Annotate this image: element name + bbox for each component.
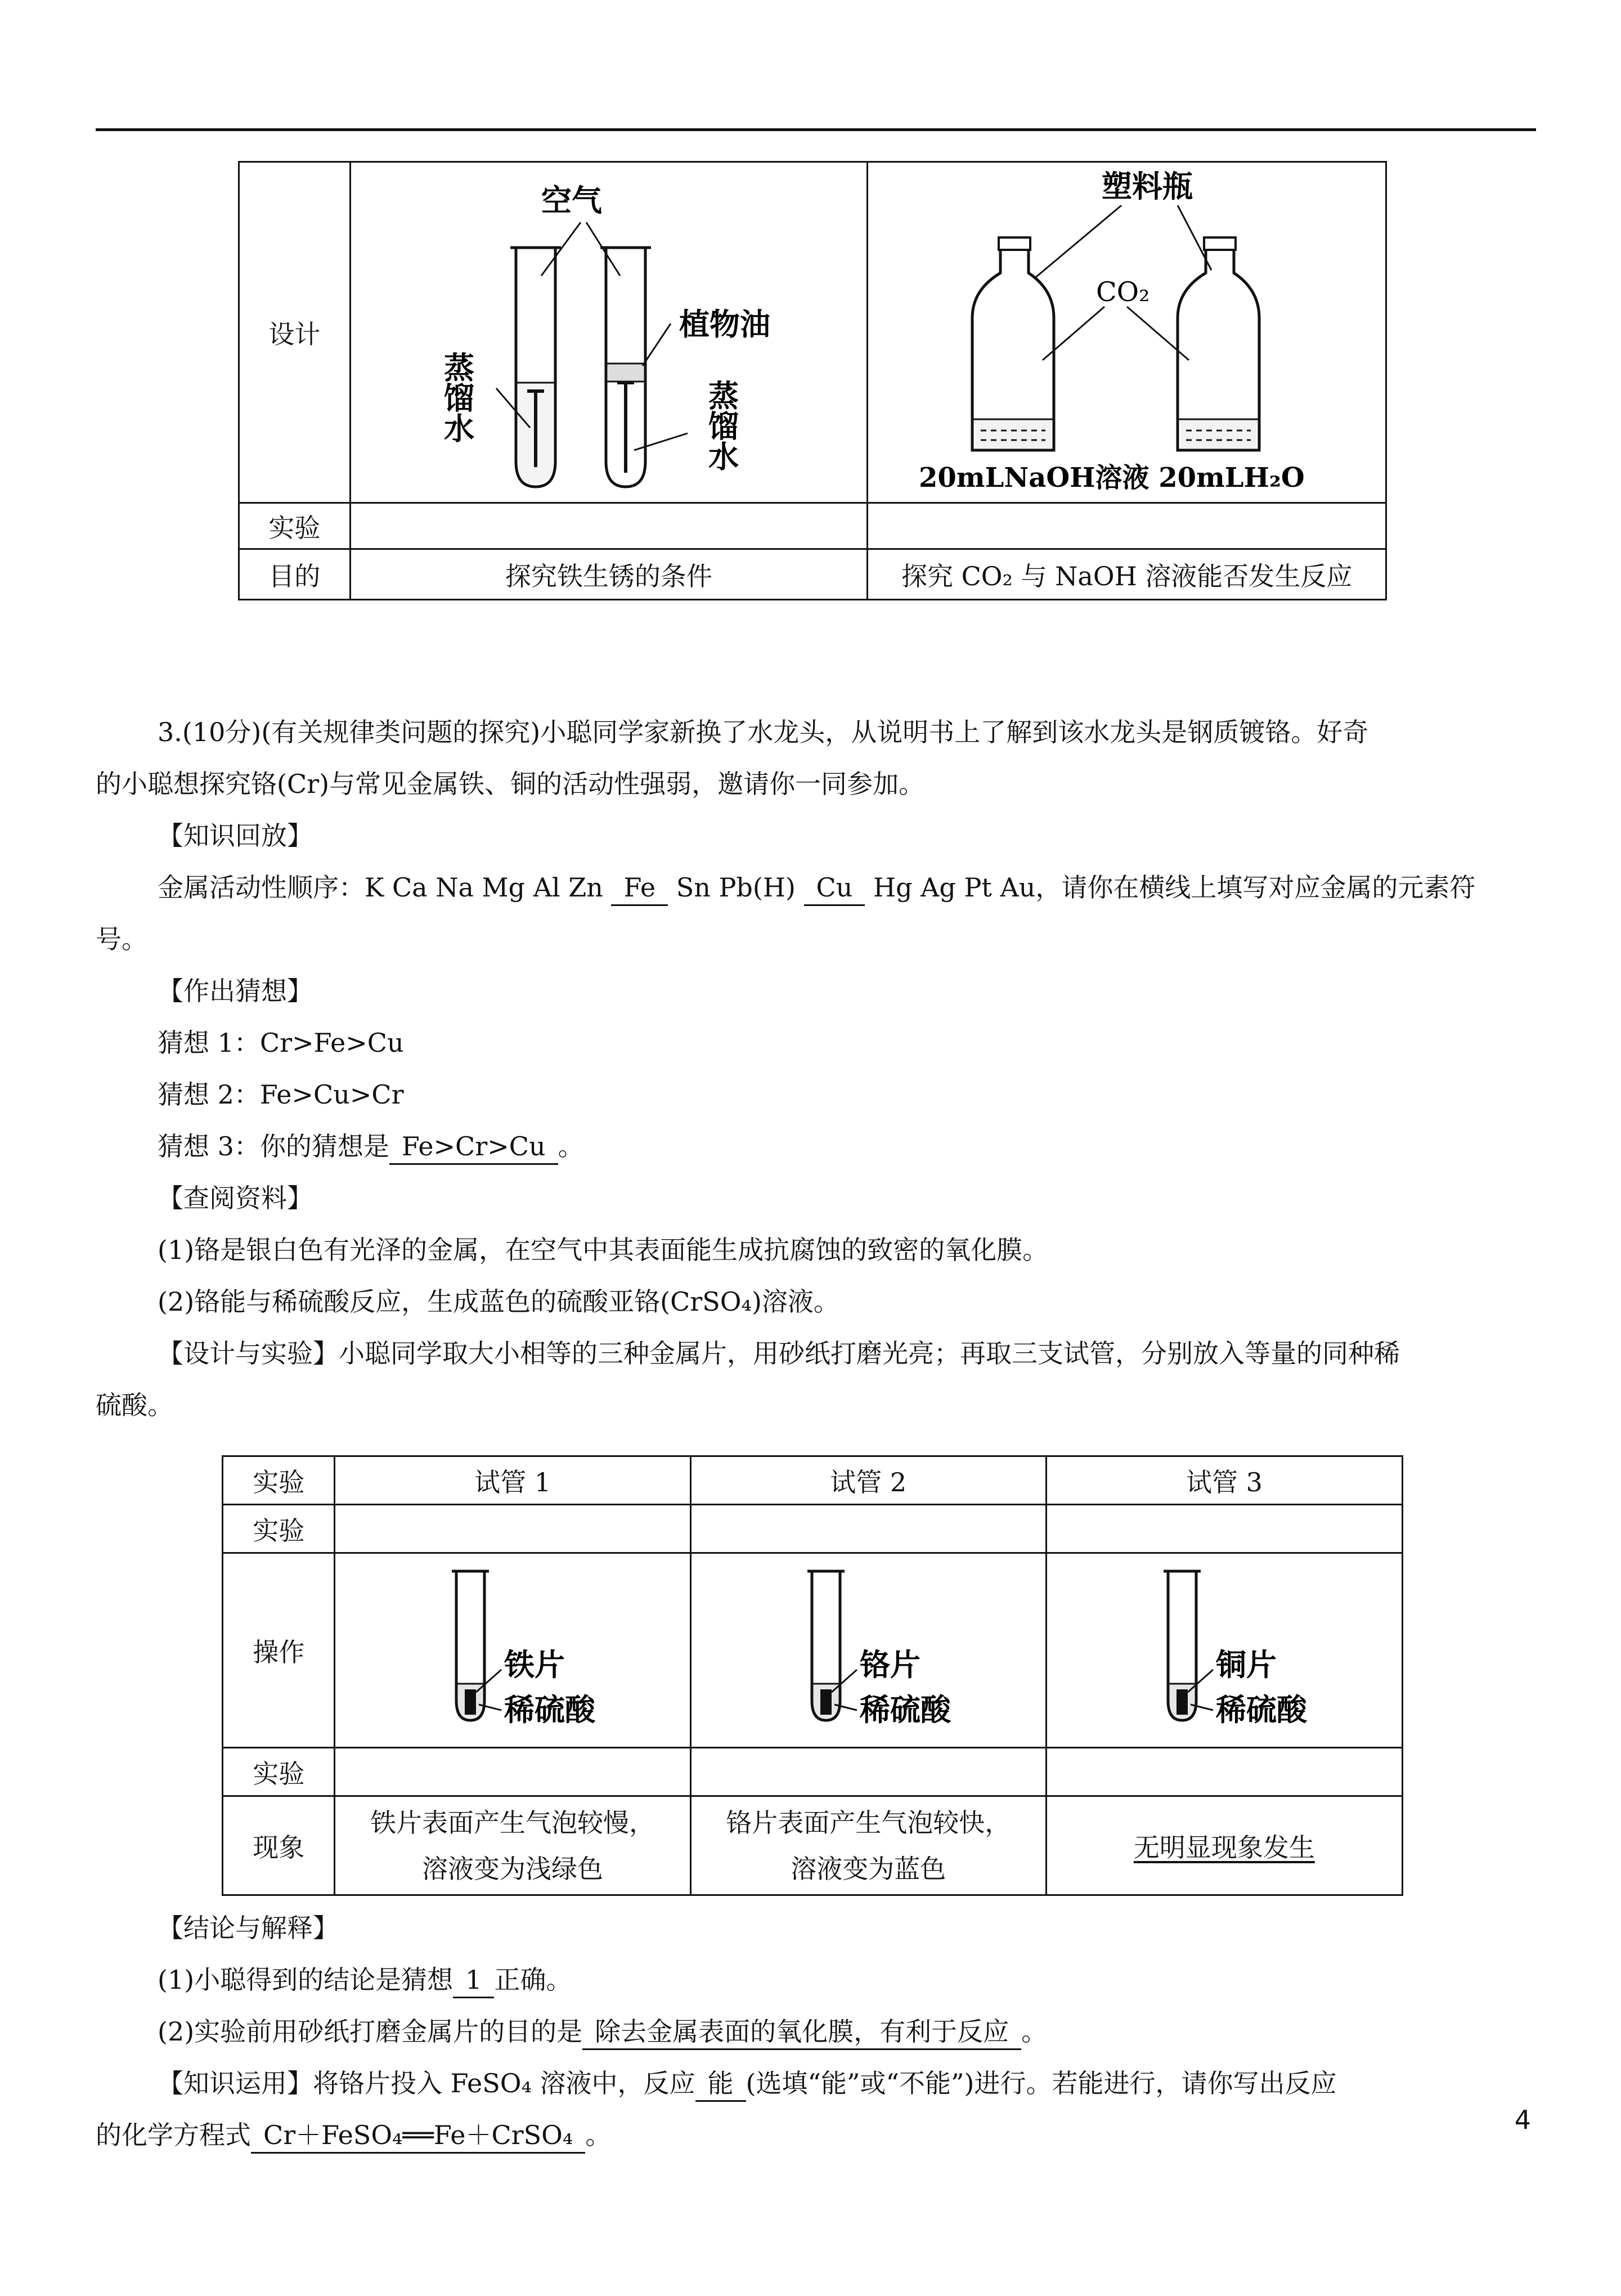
design-line1: 【设计与实验】小聪同学取大小相等的三种金属片，用砂纸打磨光亮；再取三支试管，分别放入等量的同种稀 bbox=[158, 1338, 1400, 1369]
plastic-bottles-figure bbox=[874, 163, 1380, 495]
test-tubes-rust-figure bbox=[356, 163, 862, 495]
activity-series-line: 金属活动性顺序：K Ca Na Mg Al Zn Fe Sn Pb(H) Cu Hg Ag Pt Au，请你在横线上填写对应金属的元素符 bbox=[96, 862, 1536, 913]
guess-2: 猜想 2：Fe>Cu>Cr bbox=[158, 1079, 404, 1110]
tube-2-figure bbox=[690, 1553, 1046, 1748]
label-co2: CO₂ bbox=[1095, 276, 1149, 308]
row-label-phenomenon: 现象 bbox=[223, 1796, 335, 1895]
tube-2-metal-label: 铬片 bbox=[860, 1647, 921, 1683]
q3-intro-line1: 3.(10分)(有关规律类问题的探究)小聪同学家新换了水龙头，从说明书上了解到该水龙头是钢质镀铬。好奇 bbox=[158, 717, 1369, 747]
phenomenon-tube-1: 铁片表面产生气泡较慢， 溶液变为浅绿色 bbox=[335, 1796, 690, 1895]
row-label-purpose: 目的 bbox=[239, 549, 351, 600]
tube-1-figure bbox=[335, 1553, 690, 1748]
tube-1-acid-label: 稀硫酸 bbox=[504, 1692, 596, 1728]
heading-hypothesis: 【作出猜想】 bbox=[158, 976, 313, 1006]
conclusion-1: (1)小聪得到的结论是猜想 1 正确。 bbox=[96, 1954, 1536, 2006]
header-experiment: 实验 bbox=[223, 1456, 335, 1505]
page-number: 4 bbox=[1514, 2105, 1531, 2135]
tube-3-acid-label: 稀硫酸 bbox=[1215, 1692, 1307, 1728]
label-bottle-caption: 20mLNaOH溶液 20mLH₂O bbox=[918, 462, 1305, 494]
tube-1-metal-label: 铁片 bbox=[504, 1647, 565, 1683]
info-2: (2)铬能与稀硫酸反应，生成蓝色的硫酸亚铬(CrSO₄)溶液。 bbox=[158, 1286, 839, 1317]
guess-3: 猜想 3：你的猜想是 Fe>Cr>Cu 。 bbox=[96, 1120, 1536, 1172]
header-tube-2: 试管 2 bbox=[690, 1456, 1046, 1505]
label-distilled-water-left: 蒸馏水 bbox=[439, 352, 475, 443]
question-3: 3.(10分)(有关规律类问题的探究)小聪同学家新换了水龙头，从说明书上了解到该水龙头是钢质镀铬。好奇 的小聪想探究铬(Cr)与常见金属铁、铜的活动性强弱，邀请你一同参加。 【知识回放】 金属活动性顺序：K Ca Na Mg Al Zn Fe Sn Pb(H) Cu Hg Ag Pt Au，请你在横线上填写对应金属的元素符 号。 【作出猜想】 猜想 1：Cr>Fe>Cu 猜想 2：Fe>Cu>Cr 猜想 3：你的猜想是 Fe>Cr>Cu 。 【查阅资料】 (1)铬是银白色有光泽的金属，在空气中其表面能生成抗腐蚀的致密的氧化膜。 (2)铬能与稀硫酸反应，生成蓝色的硫酸亚铬(CrSO₄)溶液。 【设计与实验】小聪同学取大小相等的三种金属片，用砂纸打磨光亮；再取三支试管，分别放入等量的同种稀 硫酸。 bbox=[96, 706, 1536, 1431]
blank-conclusion-2: 除去金属表面的氧化膜，有利于反应 bbox=[582, 2015, 1021, 2050]
tube-3-figure bbox=[1046, 1553, 1402, 1748]
header-tube-3: 试管 3 bbox=[1046, 1456, 1402, 1505]
heading-references: 【查阅资料】 bbox=[158, 1183, 313, 1213]
label-distilled-water-right: 蒸馏水 bbox=[703, 380, 739, 471]
q3-intro-line2: 的小聪想探究铬(Cr)与常见金属铁、铜的活动性强弱，邀请你一同参加。 bbox=[96, 769, 925, 799]
header-tube-1: 试管 1 bbox=[335, 1456, 690, 1505]
label-oil: 植物油 bbox=[679, 307, 770, 342]
phenomenon-tube-3: 无明显现象发生 bbox=[1046, 1796, 1402, 1895]
blank-conclusion-1: 1 bbox=[453, 1963, 494, 1998]
design-line2: 硫酸。 bbox=[96, 1390, 173, 1420]
blank-apply: 能 bbox=[695, 2066, 746, 2102]
info-1: (1)铬是银白色有光泽的金属，在空气中其表面能生成抗腐蚀的致密的氧化膜。 bbox=[158, 1235, 1049, 1265]
table-metal-tests: 实验 试管 1 试管 2 试管 3 实验 操作 铁片 稀硫酸 铬片 稀硫酸 铜片 稀硫酸 实验 现象 铁片表面产生气泡较慢， 溶液变为浅绿色 铬片表面产生气泡较快， 溶液变为蓝色 无明显现象发生 bbox=[222, 1455, 1403, 1896]
row-label-design: 设计 bbox=[239, 162, 351, 503]
figure-co2-bottles bbox=[868, 162, 1386, 503]
table-experiment-design bbox=[238, 161, 1387, 600]
tube-3-metal-label: 铜片 bbox=[1215, 1647, 1277, 1683]
label-plastic-bottle: 塑料瓶 bbox=[1101, 169, 1193, 204]
equation-line: 的化学方程式 Cr＋FeSO₄══Fe＋CrSO₄ 。 bbox=[96, 2109, 1536, 2161]
header-rule bbox=[96, 128, 1536, 131]
heading-knowledge-review: 【知识回放】 bbox=[158, 820, 313, 851]
blank-equation: Cr＋FeSO₄══Fe＋CrSO₄ bbox=[251, 2118, 585, 2154]
tube-2-acid-label: 稀硫酸 bbox=[860, 1692, 951, 1728]
conclusion-section bbox=[96, 1902, 1536, 2161]
phenomenon-tube-2: 铬片表面产生气泡较快， 溶液变为蓝色 bbox=[690, 1796, 1046, 1895]
purpose-co2: 探究 CO₂ 与 NaOH 溶液能否发生反应 bbox=[868, 549, 1386, 600]
row-label-experiment: 实验 bbox=[239, 503, 351, 549]
knowledge-application: 【知识运用】将铬片投入 FeSO₄ 溶液中，反应 能 (选填“能”或“不能”)进行。若能进行，请你写出反应 bbox=[96, 2057, 1536, 2109]
blank-guess3: Fe>Cr>Cu bbox=[389, 1129, 558, 1165]
purpose-rust: 探究铁生锈的条件 bbox=[350, 549, 868, 600]
heading-conclusion: 【结论与解释】 bbox=[158, 1913, 339, 1943]
blank-fe: Fe bbox=[611, 871, 668, 906]
row-label-operation: 操作 bbox=[223, 1553, 335, 1748]
blank-cu: Cu bbox=[804, 871, 865, 906]
guess-1: 猜想 1：Cr>Fe>Cu bbox=[158, 1028, 404, 1058]
label-air: 空气 bbox=[541, 183, 602, 218]
conclusion-2: (2)实验前用砂纸打磨金属片的目的是 除去金属表面的氧化膜，有利于反应 。 bbox=[96, 2006, 1536, 2057]
figure-rust-tubes bbox=[350, 162, 868, 503]
